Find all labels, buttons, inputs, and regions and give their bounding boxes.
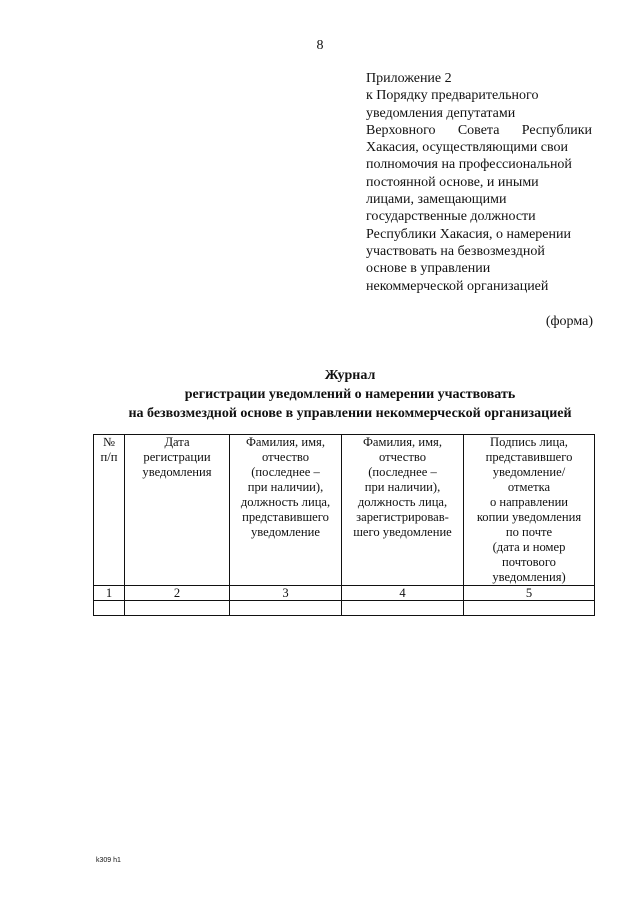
appendix-line-justified	[366, 122, 592, 139]
appendix-line: Республики Хакасия, о намерении	[366, 226, 571, 242]
appendix-line: государственные должности	[366, 209, 536, 225]
appendix-line: лицами, замещающими	[366, 192, 507, 208]
appendix-line: основе в управлении	[366, 261, 491, 277]
appendix-word: Республики	[521, 122, 592, 138]
appendix-line: Хакасия, осуществляющими свои	[366, 140, 568, 156]
table-header-row	[94, 435, 595, 586]
header-cell-registrar: Фамилия, имя, отчество (последнее – при наличии), должность лица, зарегистрировав- шего уведомление	[342, 435, 464, 586]
header-cell-registration-date: Дата регистрации уведомления	[125, 435, 230, 586]
appendix-line: некоммерческой организацией	[366, 278, 549, 294]
column-number: 3	[230, 586, 342, 601]
journal-title	[60, 366, 640, 423]
appendix-word: Совета	[457, 122, 500, 138]
appendix-line: постоянной основе, и иными	[366, 174, 539, 190]
column-number-row	[94, 586, 595, 601]
table-cell-empty	[464, 601, 595, 616]
header-cell-signature: Подпись лица, представившего уведомление/ отметка о направлении копии уведомления по почте (дата и номер почтового уведомления)	[464, 435, 595, 586]
column-number: 5	[464, 586, 595, 601]
appendix-line: участвовать на безвозмездной	[366, 243, 545, 259]
table-cell-empty	[125, 601, 230, 616]
column-number: 4	[342, 586, 464, 601]
table-row-empty	[94, 601, 595, 616]
title-line-3: на безвозмездной основе в управлении некоммерческой организацией	[128, 406, 572, 421]
table-cell-empty	[342, 601, 464, 616]
appendix-line: полномочия на профессиональной	[366, 157, 572, 173]
table-cell-empty	[230, 601, 342, 616]
page-number: 8	[316, 38, 324, 53]
appendix-line: к Порядку предварительного	[366, 88, 539, 104]
table-cell-empty	[94, 601, 125, 616]
journal-table	[93, 434, 595, 616]
appendix-line: уведомления депутатами	[366, 105, 516, 121]
appendix-word: Верховного	[366, 122, 436, 138]
appendix-header	[366, 70, 592, 295]
column-number: 2	[125, 586, 230, 601]
form-label: (форма)	[545, 314, 593, 329]
header-cell-submitter: Фамилия, имя, отчество (последнее – при наличии), должность лица, представившего уведомление	[230, 435, 342, 586]
footer-code: k309 h1	[96, 857, 121, 864]
title-line-1: Журнал	[324, 368, 376, 383]
appendix-line: Приложение 2	[366, 71, 452, 86]
header-cell-number: № п/п	[94, 435, 125, 586]
title-line-2: регистрации уведомлений о намерении участвовать	[184, 387, 516, 402]
column-number: 1	[94, 586, 125, 601]
